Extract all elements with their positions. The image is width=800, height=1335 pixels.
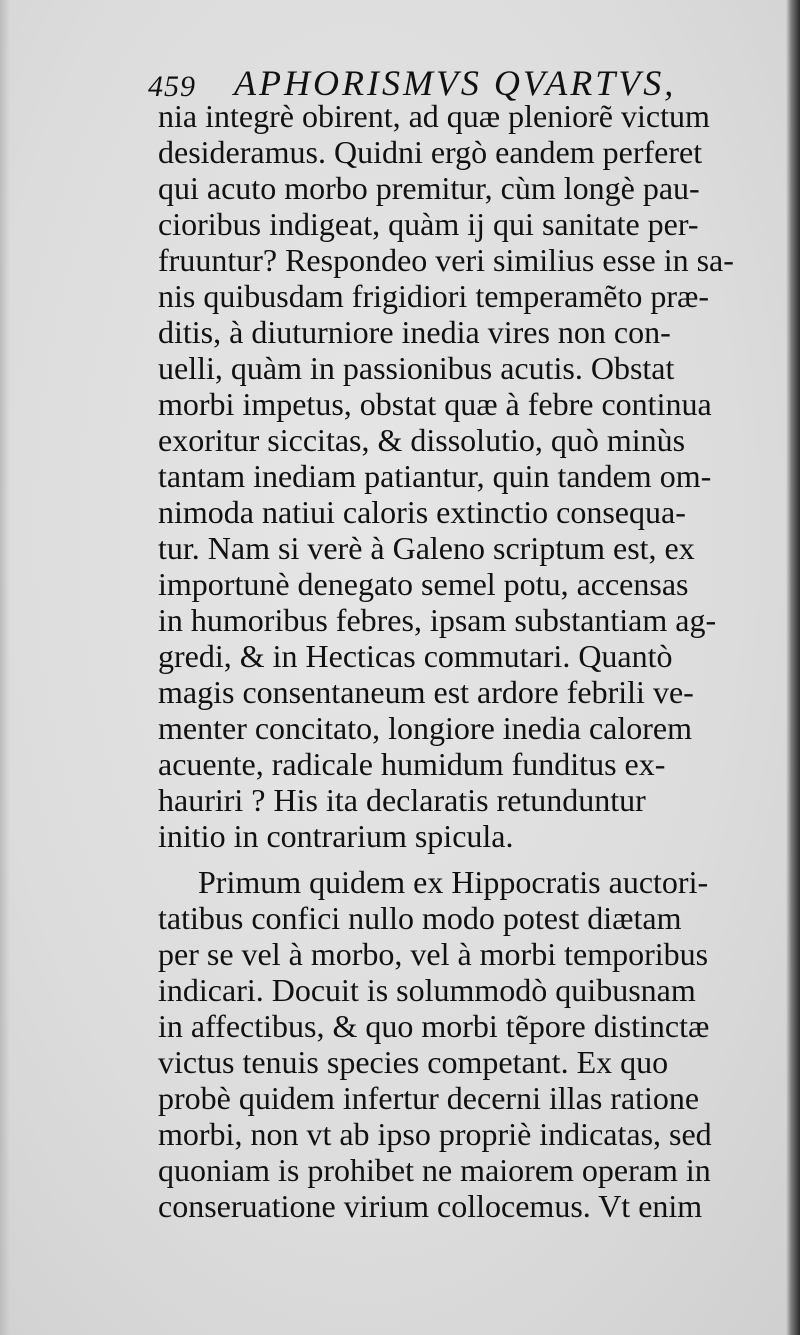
page-number: 459 bbox=[148, 70, 196, 103]
text-line: tatibus confici nullo modo potest diætam bbox=[158, 900, 682, 936]
text-line: hauriri ? His ita declaratis retunduntur bbox=[158, 782, 646, 818]
text-line: ditis, à diuturniore inedia vires non con- bbox=[158, 314, 671, 350]
text-line: Primum quidem ex Hippocratis auctori- bbox=[198, 864, 709, 900]
text-line: uelli, quàm in passionibus acutis. Obstat bbox=[158, 350, 675, 386]
text-line: quoniam is prohibet ne maiorem operam in bbox=[158, 1152, 711, 1188]
text-line: in humoribus febres, ipsam substantiam ag- bbox=[158, 602, 717, 638]
page-left-edge-shadow bbox=[0, 0, 10, 1335]
paragraph-break bbox=[158, 854, 768, 864]
text-line: morbi impetus, obstat quæ à febre continua bbox=[158, 386, 712, 422]
running-title: APHORISMVS QVARTVS, bbox=[234, 63, 677, 103]
text-line: conseruatione virium collocemus. Vt enim bbox=[158, 1188, 703, 1224]
paragraph bbox=[158, 98, 768, 854]
text-line: in affectibus, & quo morbi tẽpore distinctæ bbox=[158, 1008, 710, 1044]
text-line: victus tenuis species competant. Ex quo bbox=[158, 1044, 669, 1080]
text-line: nis quibusdam frigidiori temperamẽto præ- bbox=[158, 278, 709, 314]
text-line: exoritur siccitas, & dissolutio, quò minùs bbox=[158, 422, 686, 458]
text-line: menter concitato, longiore inedia calorem bbox=[158, 710, 692, 746]
text-line: indicari. Docuit is solummodò quibusnam bbox=[158, 972, 696, 1008]
text-line: probè quidem infertur decerni illas ratione bbox=[158, 1080, 700, 1116]
body-text bbox=[158, 98, 768, 1224]
text-line: nia integrè obirent, ad quæ pleniorẽ victum bbox=[158, 98, 710, 134]
page-right-edge-shadow bbox=[786, 0, 800, 1335]
text-line: morbi, non vt ab ipso propriè indicatas, sed bbox=[158, 1116, 712, 1152]
text-line: magis consentaneum est ardore febrili ve- bbox=[158, 674, 694, 710]
text-line: qui acuto morbo premitur, cùm longè pau- bbox=[158, 170, 700, 206]
text-line: acuente, radicale humidum funditus ex- bbox=[158, 746, 666, 782]
text-line: initio in contrarium spicula. bbox=[158, 818, 514, 854]
text-line: tur. Nam si verè à Galeno scriptum est, ex bbox=[158, 530, 695, 566]
text-line: per se vel à morbo, vel à morbi temporibus bbox=[158, 936, 709, 972]
text-line: importunè denegato semel potu, accensas bbox=[158, 566, 689, 602]
text-line: desideramus. Quidni ergò eandem perferet bbox=[158, 134, 703, 170]
text-line: cioribus indigeat, quàm ij qui sanitate per- bbox=[158, 206, 699, 242]
text-line: nimoda natiui caloris extinctio consequa- bbox=[158, 494, 686, 530]
text-line: fruuntur? Respondeo veri similius esse in sa- bbox=[158, 242, 734, 278]
text-line: gredi, & in Hecticas commutari. Quantò bbox=[158, 638, 673, 674]
text-line: tantam inediam patiantur, quin tandem om- bbox=[158, 458, 712, 494]
paragraph bbox=[158, 864, 768, 1224]
